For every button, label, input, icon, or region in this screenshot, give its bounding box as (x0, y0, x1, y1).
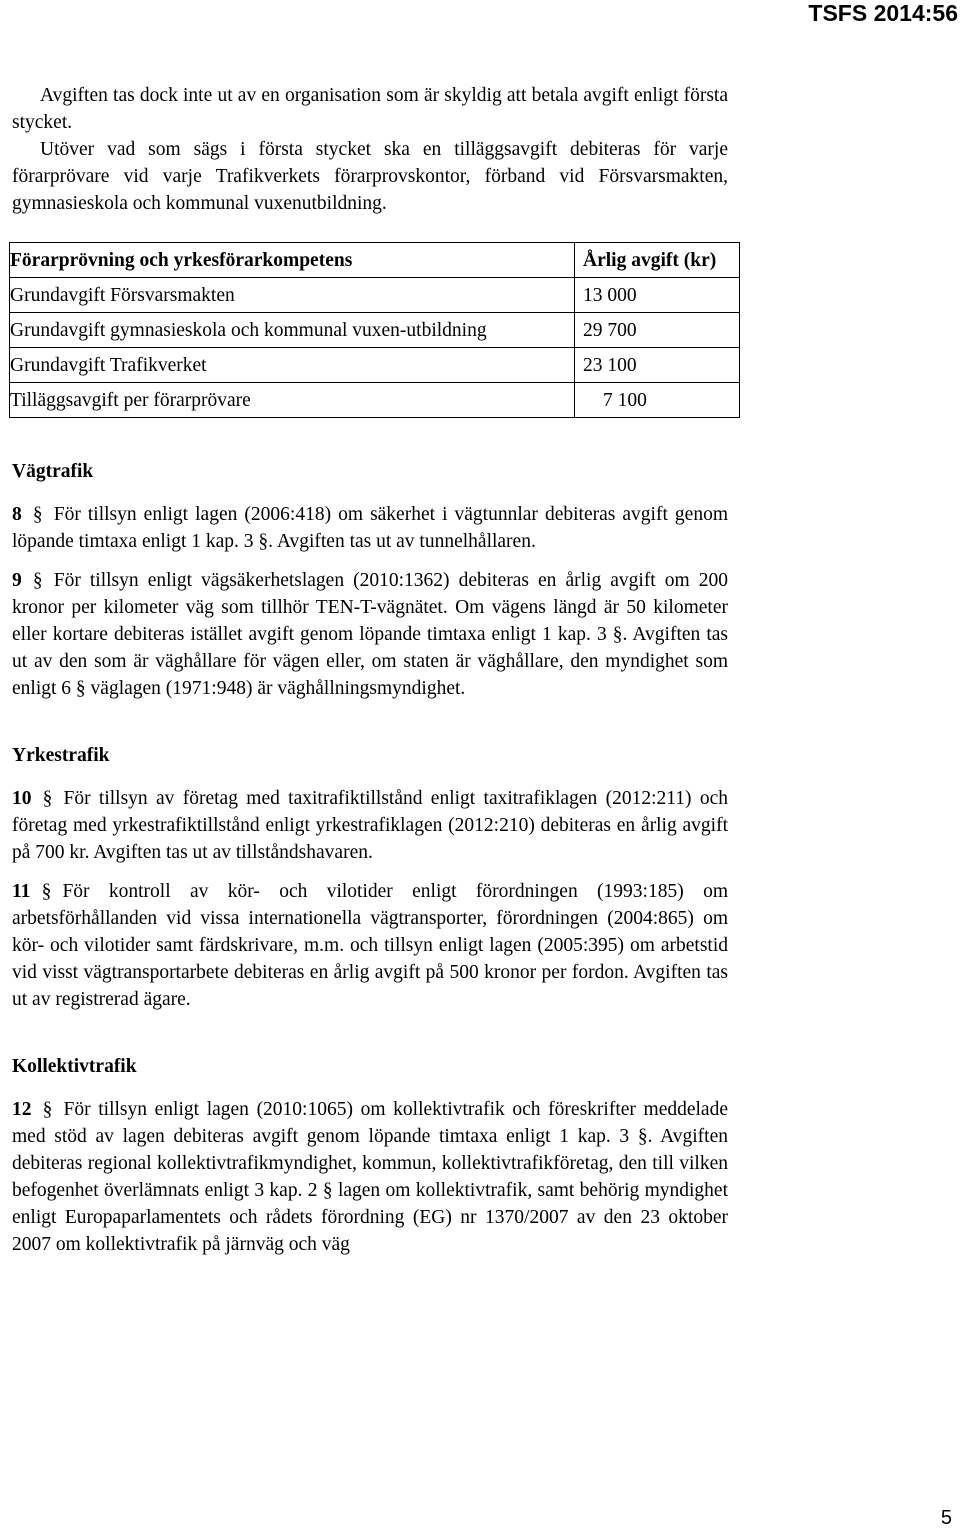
fee-table-cell-label: Grundavgift Försvarsmakten (10, 278, 575, 313)
fee-table-header-row (10, 243, 740, 278)
document-id: TSFS 2014:56 (808, 0, 958, 26)
section-heading-kollektivtrafik: Kollektivtrafik (12, 1056, 137, 1077)
paragraph-11 (12, 878, 728, 1013)
fee-table-cell-amount: 7 100 (575, 383, 740, 418)
paragraph-12 (12, 1096, 728, 1258)
table-row (10, 313, 740, 348)
section-sign-icon: § (42, 788, 53, 809)
fee-table-cell-label: Tilläggsavgift per förarprövare (10, 383, 575, 418)
section-sign-icon: § (32, 504, 43, 525)
fee-table-cell-amount: 13 000 (575, 278, 740, 313)
fee-table-cell-label: Grundavgift Trafikverket (10, 348, 575, 383)
fee-table-cell-label: Grundavgift gymnasieskola och kommunal vuxen-utbildning (10, 313, 575, 348)
paragraph-10 (12, 785, 728, 866)
paragraph-number: 8 (12, 504, 22, 525)
fee-table-cell-amount: 29 700 (575, 313, 740, 348)
table-row (10, 383, 740, 418)
intro-paragraph-1: Avgiften tas dock inte ut av en organisation som är skyldig att betala avgift enligt första stycket. (12, 85, 728, 133)
paragraph-number: 12 (12, 1099, 32, 1120)
paragraph-number: 9 (12, 570, 22, 591)
fee-table (9, 242, 740, 418)
paragraph-9 (12, 567, 728, 702)
section-sign-icon: § (41, 881, 52, 902)
paragraph-number: 10 (12, 788, 32, 809)
paragraph-number: 11 (12, 881, 31, 902)
paragraph-text: För tillsyn enligt lagen (2010:1065) om kollektivtrafik och föreskrifter meddelade med stöd av lagen debiteras avgift genom löpande timtaxa enligt 1 kap. 3 §. Avgiften debiteras regional kollektivtrafikmyndighet, kommun, kollektivtrafikföretag, den till vilken befogenhet överlämnats enligt 3 kap. 2 § lagen om kollektivtrafik, samt behörig myndighet enligt Europaparlamentets och rådets förordning (EG) nr 1370/2007 av den 23 oktober 2007 om kollektivtrafik på järnväg och väg (12, 1099, 728, 1255)
paragraph-text: För tillsyn enligt vägsäkerhetslagen (2010:1362) debiteras en årlig avgift om 200 kronor per kilometer väg som tillhör TEN-T-vägnätet. Om vägens längd är 50 kilometer eller kortare debiteras istället avgift genom löpande timtaxa enligt 1 kap. 3 §. Avgiften tas ut av den som är väghållare för vägen eller, om staten är väghållare, den myndighet som enligt 6 § väglagen (1971:948) är väghållningsmyndighet. (12, 570, 728, 699)
page-number: 5 (940, 1507, 952, 1529)
section-heading-yrkestrafik: Yrkestrafik (12, 745, 110, 766)
table-row (10, 278, 740, 313)
paragraph-text: För kontroll av kör- och vilotider enligt förordningen (1993:185) om arbetsförhållanden vid vissa internationella vägtransporter, förordningen (2004:865) om kör- och vilotider samt färdskrivare, m.m. och tillsyn enligt lagen (2005:395) om arbetstid vid visst vägtransportarbete debiteras en årlig avgift på 500 kronor per fordon. Avgiften tas ut av registrerad ägare. (12, 881, 728, 1010)
section-sign-icon: § (42, 1099, 53, 1120)
table-row (10, 348, 740, 383)
paragraph-8 (12, 501, 728, 555)
fee-table-header-amount: Årlig avgift (kr) (575, 243, 740, 278)
page-content (12, 82, 728, 1258)
intro-paragraph-2: Utöver vad som sägs i första stycket ska en tilläggsavgift debiteras för varje förarprövare vid varje Trafikverkets förarprovskontor, förband vid Försvarsmakten, gymnasieskola och kommunal vuxenutbildning. (12, 139, 728, 214)
fee-table-header-category: Förarprövning och yrkesförarkompetens (10, 243, 575, 278)
section-sign-icon: § (32, 570, 43, 591)
fee-table-cell-amount: 23 100 (575, 348, 740, 383)
paragraph-text: För tillsyn av företag med taxitrafiktillstånd enligt taxitrafiklagen (2012:211) och företag med yrkestrafiktillstånd enligt yrkestrafiklagen (2012:210) debiteras en årlig avgift på 700 kr. Avgiften tas ut av tillståndshavaren. (12, 788, 728, 863)
section-heading-vagtrafik: Vägtrafik (12, 461, 94, 482)
paragraph-text: För tillsyn enligt lagen (2006:418) om säkerhet i vägtunnlar debiteras avgift genom löpande timtaxa enligt 1 kap. 3 §. Avgiften tas ut av tunnelhållaren. (12, 504, 728, 552)
